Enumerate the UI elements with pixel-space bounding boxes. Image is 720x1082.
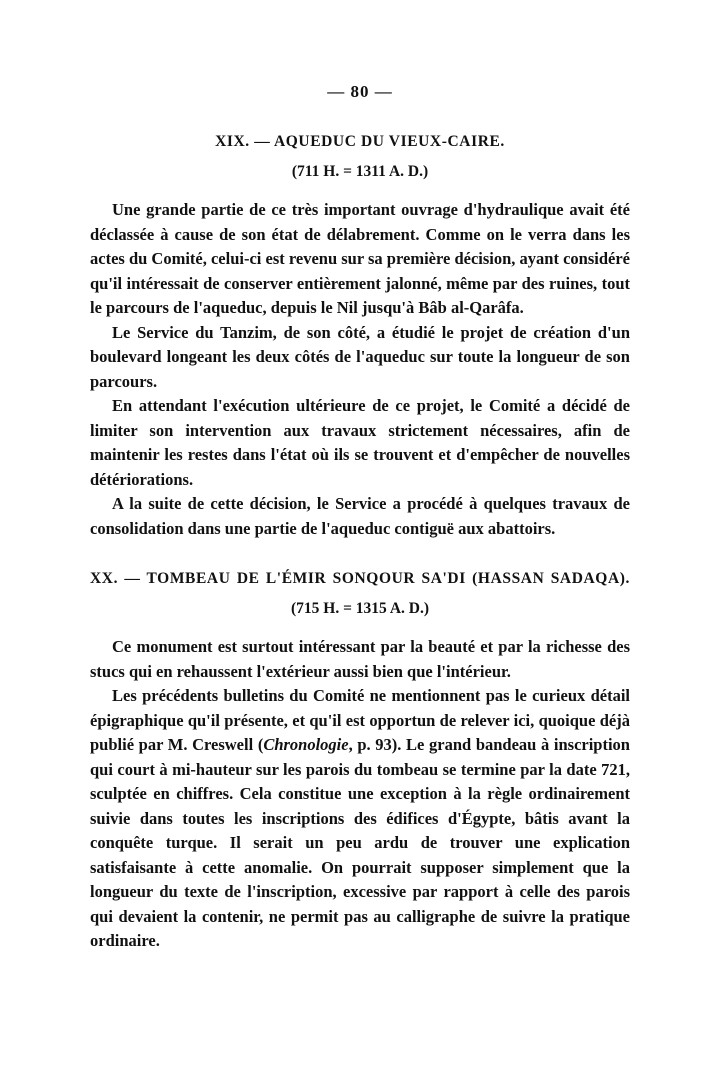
section-date: (715 H. = 1315 A. D.) bbox=[291, 600, 429, 617]
section-date: (711 H. = 1311 A. D.) bbox=[291, 163, 429, 180]
paragraph-text: , p. 93). Le grand bandeau à inscription qui court à mi-hauteur sur les parois du tombeau se termine par la date 721, sculptée en chiffres. Cela constitue une exception à la règle ordinairement suivie dans toutes les inscriptions des édifices d'Égypte, bâtis avant la conquête turque. Il serait un peu ardu de trouver une explication satisfaisante à cette anomalie. On pourrait supposer simplement que la longueur du texte de l'inscription, excessive par rapport à celle des parois qui devaient la contenir, ne permit pas au calligraphe de suivre la pratique ordinaire. bbox=[90, 735, 630, 950]
document-page bbox=[90, 82, 630, 954]
section-xix bbox=[90, 130, 630, 541]
paragraph: Le Service du Tanzim, de son côté, a étudié le projet de création d'un boulevard longeant les deux côtés de l'aqueduc sur toute la longueur de son parcours. bbox=[90, 322, 630, 391]
paragraph: Ce monument est surtout intéressant par la beauté et par la richesse des stucs qui en rehaussent l'extérieur aussi bien que l'intérieur. bbox=[90, 637, 630, 681]
section-xx bbox=[90, 567, 630, 954]
paragraph: A la suite de cette décision, le Service a procédé à quelques travaux de consolidation dans une partie de l'aqueduc contiguë aux abattoirs. bbox=[90, 494, 630, 538]
book-title-italic: Chronologie bbox=[263, 735, 349, 754]
paragraph bbox=[90, 684, 630, 954]
page-number: — 80 — bbox=[327, 82, 393, 101]
paragraph-text: Les précédents bulletins du Comité ne mentionnent pas le curieux détail épigraphique qu'il présente, et qu'il est opportun de relever ici, quoique déjà publié par M. Creswell ( bbox=[90, 686, 630, 754]
paragraph: Une grande partie de ce très important ouvrage d'hydraulique avait été déclassée à cause de son état de délabrement. Comme on le verra dans les actes du Comité, celui-ci est revenu sur sa première décision, ayant considéré qu'il intéressait de conserver entièrement jalonné, même par des ruines, tout le parcours de l'aqueduc, depuis le Nil jusqu'à Bâb al-Qarâfa. bbox=[90, 200, 630, 317]
section-title: XX. — TOMBEAU DE L'ÉMIR SONQOUR SA'DI (HASSAN SADAQA). bbox=[90, 570, 630, 587]
paragraph: En attendant l'exécution ultérieure de ce projet, le Comité a décidé de limiter son intervention aux travaux strictement nécessaires, afin de maintenir les restes dans l'état où ils se trouvent et d'empêcher de nouvelles détériorations. bbox=[90, 396, 630, 489]
section-title: XIX. — AQUEDUC DU VIEUX-CAIRE. bbox=[215, 133, 505, 150]
